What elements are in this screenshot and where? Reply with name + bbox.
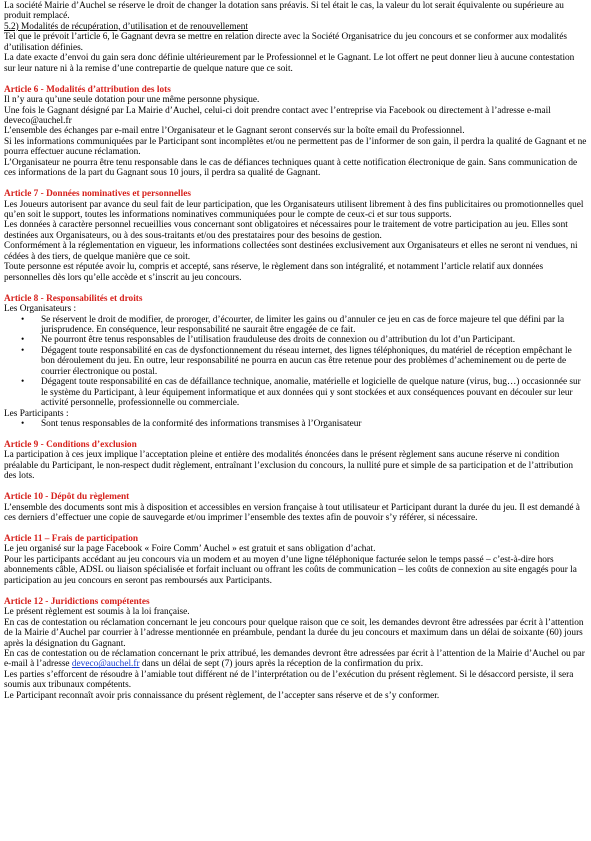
article-7-paragraph: Les Joueurs autorisent par avance du seul fait de leur participation, que les Organisateurs utilisent librement à des fins publicitaires ou promotionnelles quel qu’en soit le support, toutes les informations nominatives communiquées pour le compte de ceux-ci et sur tous supports. xyxy=(4,199,584,221)
email-link[interactable]: deveco@auchel.fr xyxy=(71,659,140,670)
article-9-section xyxy=(4,440,587,482)
article-7-section xyxy=(4,189,587,283)
article-7-paragraph: Toute personne est réputée avoir lu, compris et accepté, sans réserve, le règlement dans son intégralité, et notamment l’article relatif aux données personnelles dès lors qu’elle accède et s’inscrit au jeu concours. xyxy=(4,262,544,283)
section-gap xyxy=(4,430,587,440)
article-11-title: Article 11 – Frais de participation xyxy=(4,534,139,545)
article-12-text: dans un délai de sept (7) jours après la réception de la confirmation du prix. xyxy=(139,659,424,670)
article-6-paragraph: Si les informations communiquées par le Participant sont incomplètes et/ou ne permettent pas de l’informer de son gain, il perdra la qualité de Gagnant et ne pourra effectuer aucune réclamation. xyxy=(4,136,587,158)
article-10-section xyxy=(4,492,587,523)
article-12-paragraph: Les parties s’efforcent de résoudre à l’amiable tout différent né de l’interprétation ou de l’exécution du présent règlement. Si le désaccord persiste, il sera soumis aux tribunaux compétents. xyxy=(4,669,574,691)
article-8-title: Article 8 - Responsabilités et droits xyxy=(4,293,143,304)
article-9-title: Article 9 - Conditions d’exclusion xyxy=(4,439,137,450)
list-item: • Dégagent toute responsabilité en cas de défaillance technique, anomalie, matérielle et logicielle de quelque nature (virus, bug…) occasionnée sur le système du Participant, à leur équipement informatique et aux données qui y sont stockées et aux conséquences pouvant en découler sur leur activité personnelle, professionnelle ou commerciale. xyxy=(41,377,587,408)
article-6-section xyxy=(4,85,587,179)
article-12-paragraph: Le Participant reconnaît avoir pris connaissance du présent règlement, de l’accepter sans réserve et de s’y conformer. xyxy=(4,690,440,701)
article-12-paragraph: En cas de contestation ou réclamation concernant le jeu concours pour quelque raison que ce soit, les demandes devront être adressées par écrit à l’attention de la Mairie d’Auchel par courrier à l’adresse mentionnée en préambule, pendant la durée du jeu concours et maximum dans un délai de soixante (60) jours après la désignation du Gagnant. xyxy=(4,617,584,649)
list-item: • Sont tenus responsables de la conformité des informations transmises à l’Organisateur xyxy=(41,419,587,429)
article-6-paragraph: Une fois le Gagnant désigné par La Mairie d’Auchel, celui-ci doit prendre contact avec l’entreprise via Facebook ou directement à l’adresse e-mail deveco@auchel.fr xyxy=(4,105,551,126)
intro-paragraph-1: La société Mairie d’Auchel se réserve le droit de changer la dotation sans préavis. Si tel était le cas, la valeur du lot serait équivalente ou supérieure au produit remplacé. xyxy=(4,1,564,22)
participants-label: Les Participants : xyxy=(4,408,69,419)
section-gap xyxy=(4,74,587,84)
article-7-paragraph: Conformément à la réglementation en vigueur, les informations collectées sont destinées exclusivement aux Organisateurs et elles ne seront ni vendues, ni cédées à des tiers, de quelque manière que ce soit. xyxy=(4,241,578,262)
article-12-title: Article 12 - Juridictions compétentes xyxy=(4,596,150,607)
article-12-paragraph xyxy=(4,649,587,670)
article-11-paragraph: Pour les participants accédant au jeu concours via un modem et au moyen d’une ligne téléphonique facturée selon le temps passé – c’est-à-dire hors abonnements câble, ADSL ou liaison spécialisée et forfait incluant ou offrant les coûts de communication – les coûts de connexion au site engagés pour la participation au jeu concours en seront pas remboursés aux Participants. xyxy=(4,554,577,586)
section-gap xyxy=(4,524,587,534)
subsection-heading: 5.2) Modalités de récupération, d’utilisation et de renouvellement xyxy=(4,21,248,32)
article-9-paragraph: La participation à ces jeux implique l’acceptation pleine et entière des modalités énoncées dans le présent règlement sans aucune réserve ni condition préalable du Participant, le non-respect dudit règlement, entraînant l’exclusion du concours, la nullité pure et simple de sa participation et de l’attribution des lots. xyxy=(4,450,573,482)
article-6-paragraph: L’Organisateur ne pourra être tenu responsable dans le cas de défiances techniques quant à cette notification électronique de gain. Sans communication de ces informations de la part du Gagnant sous 10 jours, il perdra sa qualité de Gagnant. xyxy=(4,157,578,179)
article-12-text: En cas de contestation ou de réclamation concernant le prix attribué, les demandes devront être adressées par écrit à l’attention de la Mairie d’Auchel ou par e-mail à l’adresse xyxy=(4,648,585,670)
article-10-title: Article 10 - Dépôt du règlement xyxy=(4,492,130,503)
participants-list xyxy=(4,419,587,429)
article-11-paragraph: Le jeu organisé sur la page Facebook « Foire Comm’ Auchel » est gratuit et sans obligation d’achat. xyxy=(4,544,376,555)
article-6-paragraph: L’ensemble des échanges par e-mail entre l’Organisateur et le Gagnant seront conservés sur la boîte email du Professionnel. xyxy=(4,126,465,137)
list-item: • Dégagent toute responsabilité en cas de dysfonctionnement du réseau internet, des lignes téléphoniques, du matériel de réception empêchant le bon déroulement du jeu. En outre, leur responsabilité ne pourra en aucun cas être retenue pour des problèmes d’acheminement ou de perte de courrier électronique ou postal. xyxy=(41,346,587,377)
list-item: • Se réservent le droit de modifier, de proroger, d’écourter, de limiter les gains ou d’annuler ce jeu en cas de force majeure tel que défini par la jurisprudence. En conséquence, leur responsabilité ne saurait être engagée de ce fait. xyxy=(41,315,587,336)
section-gap xyxy=(4,283,587,293)
section-gap xyxy=(4,586,587,596)
organisers-list xyxy=(4,315,587,409)
article-6-paragraph: Il n’y aura qu’une seule dotation pour une même personne physique. xyxy=(4,95,260,106)
intro-paragraph-3: La date exacte d’envoi du gain sera donc définie ultérieurement par le Professionnel et le Gagnant. Le lot offert ne peut donner lieu à aucune contestation sur leur nature ni à la remise d’une contrepartie de quelque nature que ce soit. xyxy=(4,53,575,74)
article-7-paragraph: Les données à caractère personnel recueillies vous concernant sont obligatoires et nécessaires pour le traitement de votre participation au jeu. Elles sont destinées aux Organisateurs, ou à des sous-traitants et/ou des prestataires pour des besoins de gestion. xyxy=(4,220,568,241)
article-10-paragraph: L’ensemble des documents sont mis à disposition et accessibles en version française à tout utilisateur et Participant durant la durée du jeu. Il est demandé à ces derniers d’effectuer une copie de sauvegarde et/ou imprimer l’ensemble des textes afin de pouvoir s’y référer, si nécessaire. xyxy=(4,502,580,524)
intro-section xyxy=(4,1,587,74)
article-6-title: Article 6 - Modalités d’attribution des lots xyxy=(4,84,171,95)
section-gap xyxy=(4,482,587,492)
article-8-section xyxy=(4,294,587,430)
list-item: • Ne pourront être tenus responsables de l’utilisation frauduleuse des droits de connexion ou d’attribution du lot d’un Participant. xyxy=(41,335,587,345)
organisers-label: Les Organisateurs : xyxy=(4,304,77,315)
intro-paragraph-2: Tel que le prévoit l’article 6, le Gagnant devra se mettre en relation directe avec la Société Organisatrice du jeu concours et se conformer aux modalités d’utilisation définies. xyxy=(4,32,567,53)
section-gap xyxy=(4,179,587,189)
article-7-title: Article 7 - Données nominatives et personnelles xyxy=(4,189,191,200)
article-12-section xyxy=(4,597,587,702)
article-11-section xyxy=(4,534,587,586)
article-12-paragraph: Le présent règlement est soumis à la loi française. xyxy=(4,607,190,618)
